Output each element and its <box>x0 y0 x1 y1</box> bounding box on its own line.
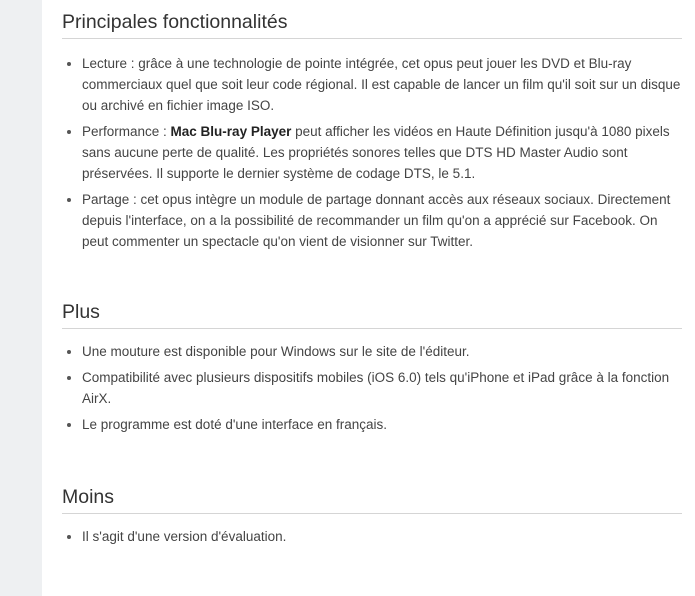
pros-heading: Plus <box>62 299 682 329</box>
features-list <box>62 53 682 252</box>
feature-performance-prefix: Performance : <box>82 124 171 139</box>
cons-list <box>62 526 682 547</box>
list-item: Une mouture est disponible pour Windows sur le site de l'éditeur. <box>62 341 682 362</box>
feature-sharing-text: Partage : cet opus intègre un module de partage donnant accès aux réseaux sociaux. Directement depuis l'interface, on a la possibilité de recommander un film qu'on a apprécié sur Facebook. On peut commenter un spectacle qu'on vient de visionner sur Twitter. <box>82 192 671 249</box>
features-heading: Principales fonctionnalités <box>62 9 682 39</box>
cons-section <box>62 484 682 552</box>
feature-playback-text: Lecture : grâce à une technologie de pointe intégrée, cet opus peut jouer les DVD et Blu-ray commerciaux quel que soit leur code régional. Il est capable de lancer un film qu'il soit sur un disque ou archivé en fichier image ISO. <box>82 56 681 113</box>
features-section <box>62 9 682 257</box>
pros-list <box>62 341 682 435</box>
list-item <box>62 121 682 184</box>
list-item: Le programme est doté d'une interface en français. <box>62 414 682 435</box>
list-item <box>62 53 682 116</box>
pros-section <box>62 299 682 440</box>
list-item <box>62 189 682 252</box>
list-item: Il s'agit d'une version d'évaluation. <box>62 526 682 547</box>
feature-performance-text: peut afficher les vidéos en Haute Définition jusqu'à 1080 pixels sans aucune perte de qualité. Les propriétés sonores telles que DTS HD Master Audio sont préservées. Il supporte le dernier système de codage DTS, le 5.1. <box>82 124 670 181</box>
left-sidebar <box>0 0 42 596</box>
cons-heading: Moins <box>62 484 682 514</box>
product-name: Mac Blu-ray Player <box>170 124 292 139</box>
list-item: Compatibilité avec plusieurs dispositifs mobiles (iOS 6.0) tels qu'iPhone et iPad grâce à la fonction AirX. <box>62 367 682 409</box>
